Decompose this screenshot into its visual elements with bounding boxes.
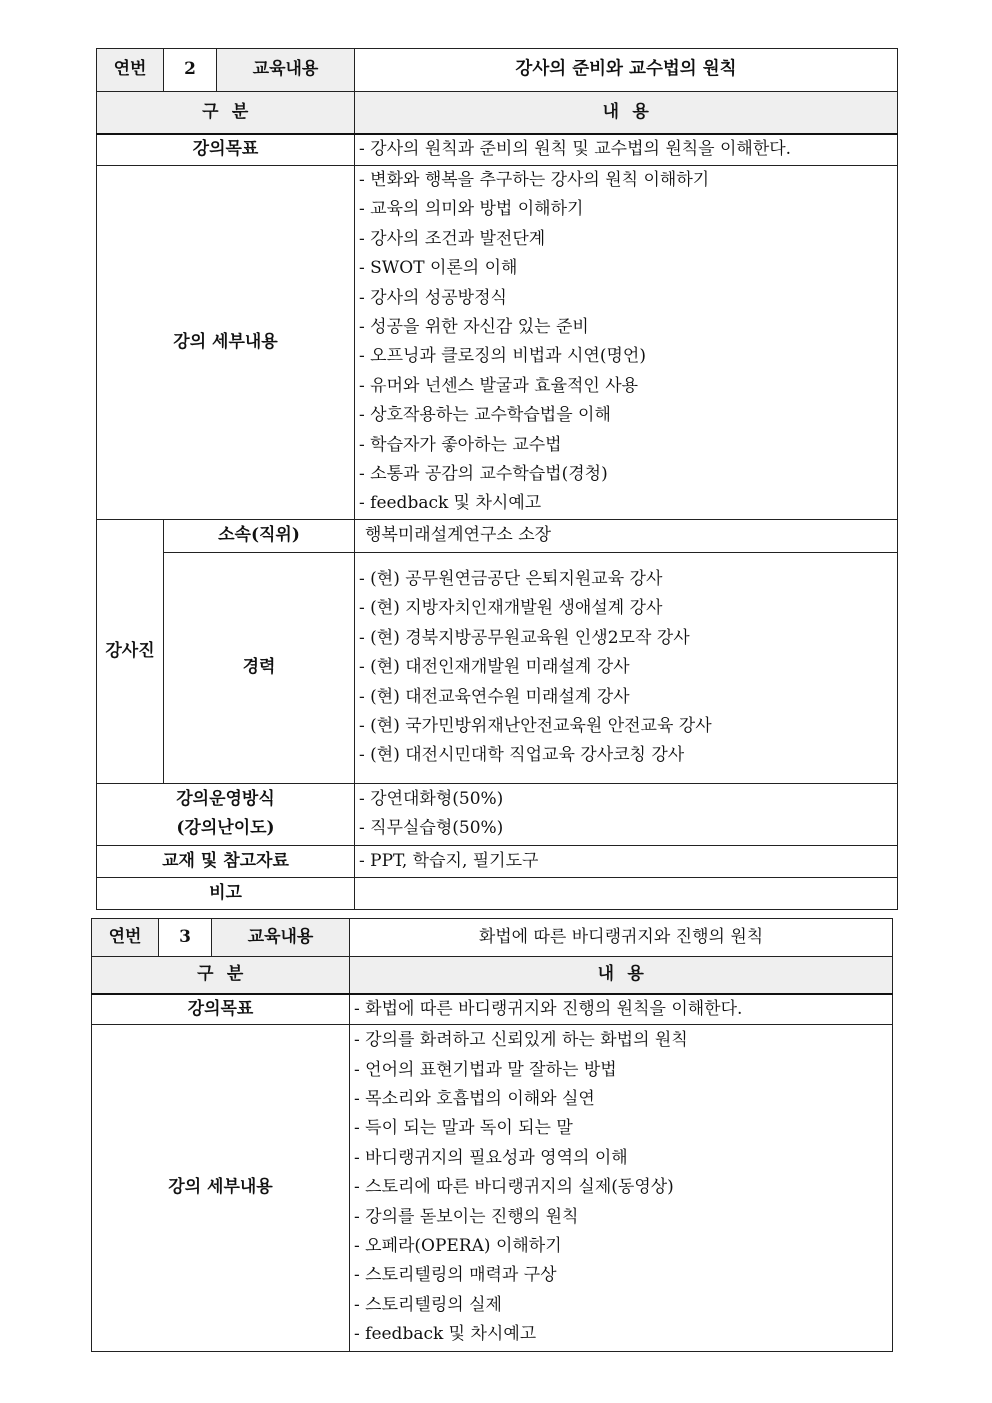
method-item: - 강연대화형(50%): [359, 788, 504, 809]
details-label: 강의 세부내용: [97, 166, 355, 520]
detail-item: - 목소리와 호흡법의 이해와 실연: [354, 1088, 595, 1109]
lesson-table-3: [91, 918, 893, 1352]
detail-item: - 스토리텔링의 매력과 구상: [354, 1265, 557, 1286]
detail-item: - 강사의 조건과 발전단계: [359, 228, 546, 249]
label-serial-no: 연번: [97, 49, 164, 92]
career-label: 경력: [164, 552, 355, 783]
method-label-line: (강의난이도): [176, 818, 275, 839]
goal-text: - 강사의 원칙과 준비의 원칙 및 교수법의 원칙을 이해한다.: [355, 134, 898, 166]
career-list: [355, 552, 898, 783]
career-item: - (현) 지방자치인재개발원 생애설계 강사: [359, 598, 663, 619]
career-item: - (현) 대전인재개발원 미래설계 강사: [359, 657, 630, 678]
career-item: - (현) 공무원연금공단 은퇴지원교육 강사: [359, 568, 663, 589]
label-education-content: 교육내용: [217, 49, 355, 92]
remarks-text: [355, 877, 898, 909]
detail-item: - 득이 되는 말과 독이 되는 말: [354, 1118, 573, 1139]
career-item: - (현) 대전시민대학 직업교육 강사코칭 강사: [359, 745, 685, 766]
details-list: [355, 166, 898, 520]
materials-text: - PPT, 학습지, 필기도구: [355, 845, 898, 877]
detail-item: - 상호작용하는 교수학습법을 이해: [359, 405, 611, 426]
detail-item: - feedback 및 차시예고: [359, 493, 542, 514]
detail-item: - 바디랭귀지의 필요성과 영역의 이해: [354, 1147, 628, 1168]
serial-no: 2: [164, 49, 217, 92]
detail-item: - 소통과 공감의 교수학습법(경청): [359, 464, 608, 485]
detail-item: - 언어의 표현기법과 말 잘하는 방법: [354, 1059, 617, 1080]
goal-label: 강의목표: [92, 994, 350, 1025]
detail-item: - 교육의 의미와 방법 이해하기: [359, 199, 584, 220]
career-item: - (현) 국가민방위재난안전교육원 안전교육 강사: [359, 715, 712, 736]
detail-item: - SWOT 이론의 이해: [359, 258, 518, 279]
method-label: [97, 783, 355, 845]
header-content: 내 용: [350, 957, 893, 994]
serial-no: 3: [159, 919, 212, 957]
method-label-line: 강의운영방식: [176, 788, 275, 809]
label-serial-no: 연번: [92, 919, 159, 957]
detail-item: - 강의를 화려하고 신뢰있게 하는 화법의 원칙: [354, 1030, 688, 1051]
label-education-content: 교육내용: [212, 919, 350, 957]
detail-item: - 강의를 돋보이는 진행의 원칙: [354, 1206, 579, 1227]
detail-item: - 스토리에 따른 바디랭귀지의 실제(동영상): [354, 1177, 674, 1198]
header-content: 내 용: [355, 92, 898, 134]
goal-label: 강의목표: [97, 134, 355, 166]
detail-item: - 학습자가 좋아하는 교수법: [359, 434, 562, 455]
career-item: - (현) 대전교육연수원 미래설계 강사: [359, 686, 630, 707]
header-category: 구 분: [97, 92, 355, 134]
detail-item: - feedback 및 차시예고: [354, 1324, 537, 1345]
remarks-label: 비고: [97, 877, 355, 909]
detail-item: - 성공을 위한 자신감 있는 준비: [359, 317, 589, 338]
instructor-label: 강사진: [97, 519, 164, 783]
detail-item: - 스토리텔링의 실제: [354, 1294, 502, 1315]
detail-item: - 유머와 넌센스 발굴과 효율적인 사용: [359, 375, 639, 396]
affiliation-label: 소속(직위): [164, 519, 355, 552]
detail-item: - 오페라(OPERA) 이해하기: [354, 1236, 562, 1257]
details-label: 강의 세부내용: [92, 1024, 350, 1351]
details-list: [350, 1024, 893, 1351]
header-category: 구 분: [92, 957, 350, 994]
lesson-title: 화법에 따른 바디랭귀지와 진행의 원칙: [350, 919, 893, 957]
detail-item: - 오프닝과 클로징의 비법과 시연(명언): [359, 346, 646, 367]
affiliation-text: 행복미래설계연구소 소장: [355, 519, 898, 552]
career-item: - (현) 경북지방공무원교육원 인생2모작 강사: [359, 627, 690, 648]
method-item: - 직무실습형(50%): [359, 818, 504, 839]
lesson-table-2: [96, 48, 898, 910]
materials-label: 교재 및 참고자료: [97, 845, 355, 877]
goal-text: - 화법에 따른 바디랭귀지와 진행의 원칙을 이해한다.: [350, 994, 893, 1025]
detail-item: - 변화와 행복을 추구하는 강사의 원칙 이해하기: [359, 170, 710, 190]
detail-item: - 강사의 성공방정식: [359, 287, 507, 308]
lesson-title: 강사의 준비와 교수법의 원칙: [355, 49, 898, 92]
method-list: [355, 783, 898, 845]
